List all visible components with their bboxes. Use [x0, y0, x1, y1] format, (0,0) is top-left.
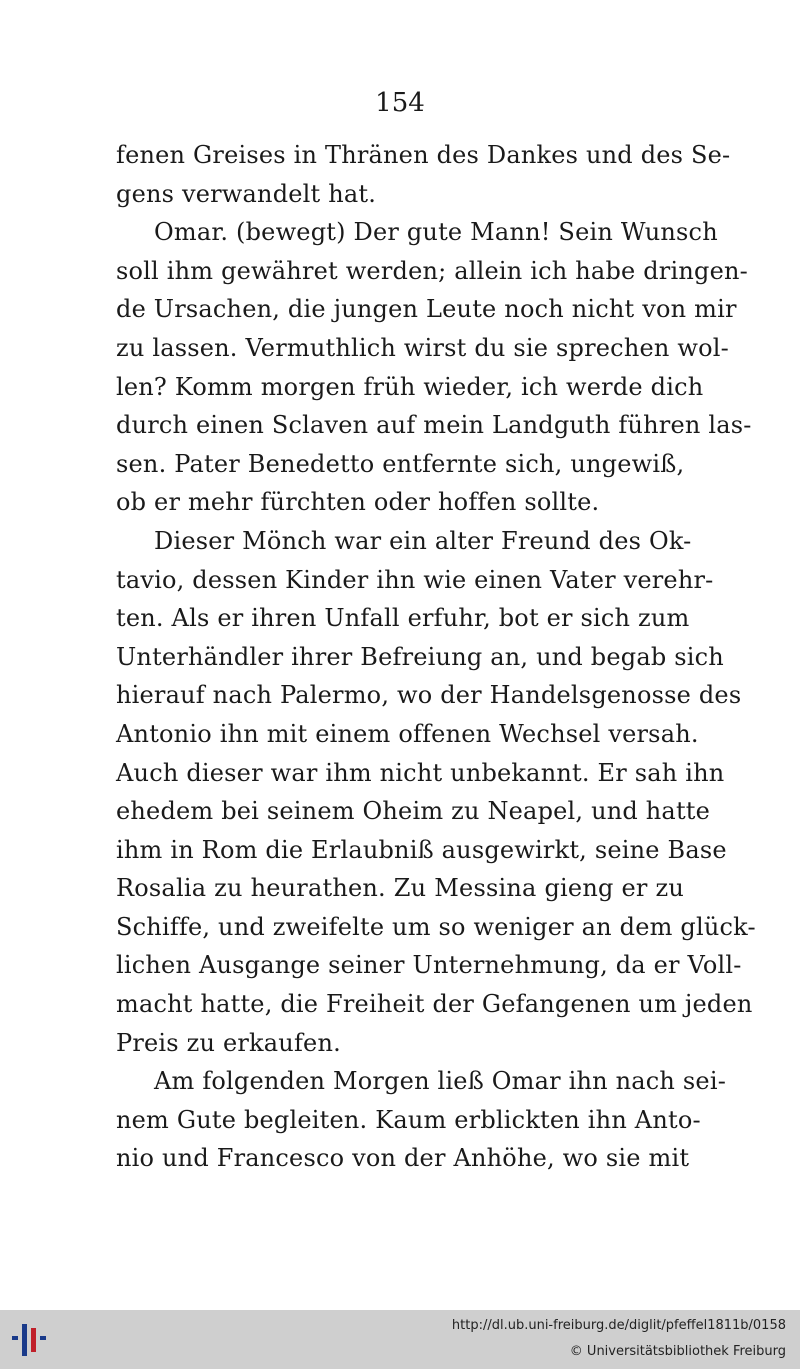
page-text: [116, 136, 756, 1178]
viewer-footer: [0, 1310, 800, 1369]
text-line: len? Komm morgen früh wieder, ich werde dich: [116, 372, 704, 401]
text-line: gens verwandelt hat.: [116, 179, 377, 208]
text-line: Unterhändler ihrer Befreiung an, und begab sich: [116, 642, 724, 671]
text-line: Rosalia zu heurathen. Zu Messina gieng er zu: [116, 874, 684, 903]
text-line: soll ihm gewähret werden; allein ich habe dringen-: [116, 256, 748, 285]
text-line: macht hatte, die Freiheit der Gefangenen um jeden: [116, 990, 753, 1019]
copyright-text: © Universitätsbibliothek Freiburg: [569, 1344, 786, 1359]
text-line: Am folgenden Morgen ließ Omar ihn nach sei-: [154, 1067, 727, 1096]
text-line: sen. Pater Benedetto entfernte sich, ungewiß,: [116, 449, 685, 478]
ub-freiburg-logo-icon[interactable]: [10, 1320, 50, 1360]
text-line: Preis zu erkaufen.: [116, 1028, 341, 1057]
text-line: nem Gute begleiten. Kaum erblickten ihn Anto-: [116, 1105, 701, 1134]
text-line: Dieser Mönch war ein alter Freund des Ok-: [154, 526, 692, 555]
page-url-link[interactable]: http://dl.ub.uni-freiburg.de/diglit/pfeffel1811b/0158: [451, 1318, 786, 1333]
text-line: tavio, dessen Kinder ihn wie einen Vater verehr-: [116, 565, 714, 594]
text-line: hierauf nach Palermo, wo der Handelsgenosse des: [116, 681, 742, 710]
text-line: ihm in Rom die Erlaubniß ausgewirkt, seine Base: [116, 835, 727, 864]
text-line: de Ursachen, die jungen Leute noch nicht von mir: [116, 295, 737, 324]
text-line: Auch dieser war ihm nicht unbekannt. Er sah ihn: [116, 758, 725, 787]
text-line: zu lassen. Vermuthlich wirst du sie sprechen wol-: [116, 333, 729, 362]
text-line: ob er mehr fürchten oder hoffen sollte.: [116, 488, 600, 517]
text-line: nio und Francesco von der Anhöhe, wo sie mit: [116, 1144, 690, 1173]
text-line: fenen Greises in Thränen des Dankes und des Se-: [116, 141, 731, 169]
text-line: durch einen Sclaven auf mein Landguth führen las-: [116, 411, 752, 440]
text-line: Antonio ihn mit einem offenen Wechsel versah.: [116, 719, 699, 748]
text-line: ehedem bei seinem Oheim zu Neapel, und hatte: [116, 797, 711, 826]
text-line: ten. Als er ihren Unfall erfuhr, bot er sich zum: [116, 604, 690, 633]
text-line: Schiffe, und zweifelte um so weniger an dem glück-: [116, 912, 756, 941]
text-line: lichen Ausgange seiner Unternehmung, da er Voll-: [116, 951, 742, 980]
text-line: Omar. (bewegt) Der gute Mann! Sein Wunsch: [154, 218, 718, 247]
page-number: 154: [375, 88, 425, 118]
